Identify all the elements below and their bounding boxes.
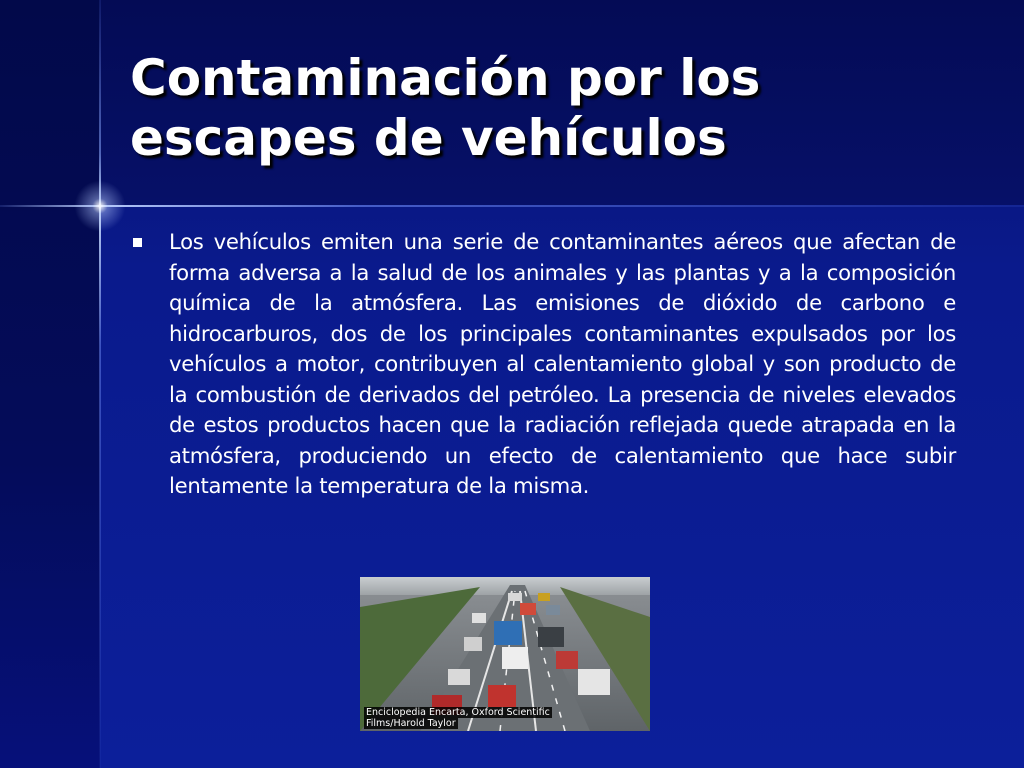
- bullet-text: Los vehículos emiten una serie de contaminantes aéreos que afectan de forma adversa a la salud de los animales y las plantas y a la composición química de la atmósfera. Las emisiones de dióxido de carbono e hidrocarburos, dos de los principales contaminantes expulsados por los vehículos a motor, contribuyen al calentamiento global y son producto de la combustión de derivados del petróleo. La presencia de niveles elevados de estos productos hacen que la radiación reflejada quede atrapada en la atmósfera, produciendo un efecto de calentamiento que hace subir lentamente la temperatura de la misma.: [169, 229, 956, 498]
- vertical-glow-line: [99, 0, 101, 768]
- title-line-2: escapes de vehículos: [130, 109, 727, 167]
- title-line-1: Contaminación por los: [130, 49, 761, 107]
- horizontal-glow-line: [0, 205, 1024, 207]
- bullet-list: [130, 227, 956, 502]
- sparkle-icon: [70, 176, 130, 236]
- left-decor-band: [0, 0, 100, 768]
- caption-line-1: Enciclopedia Encarta, Oxford Scientific: [366, 707, 550, 718]
- bullet-item: [130, 227, 956, 502]
- caption-line-2: Films/Harold Taylor: [366, 718, 456, 729]
- square-bullet-icon: [133, 238, 142, 247]
- slide-title: [130, 48, 990, 168]
- photo-caption: [364, 707, 648, 729]
